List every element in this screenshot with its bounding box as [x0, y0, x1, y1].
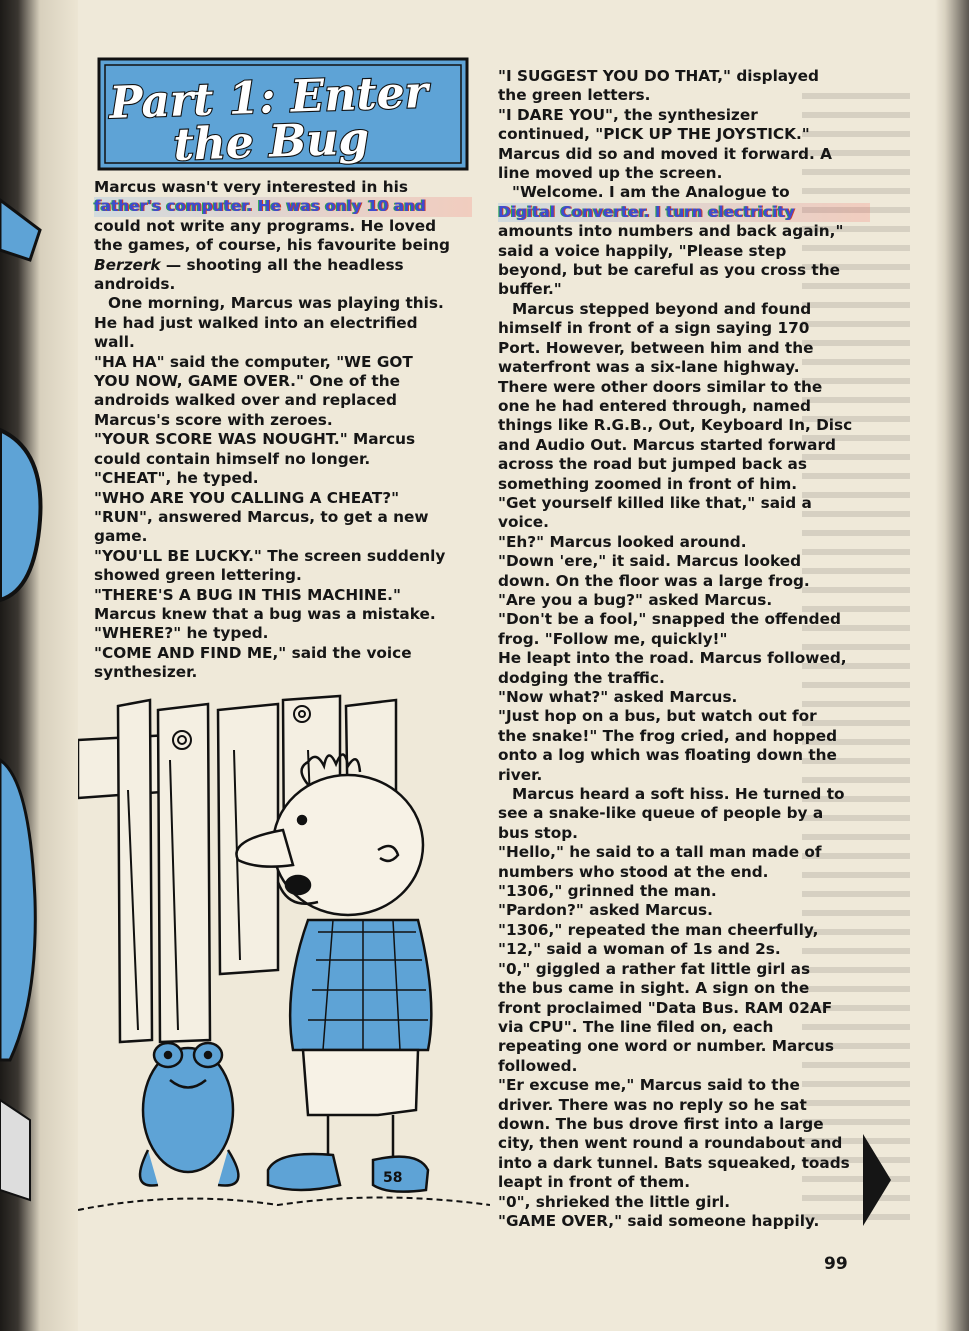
story-line: "RUN", answered Marcus, to get a new [94, 507, 429, 526]
story-line: One morning, Marcus was playing this. [108, 294, 444, 313]
story-line: "Eh?" Marcus looked around. [498, 532, 747, 551]
story-line: "I SUGGEST YOU DO THAT," displayed [498, 67, 819, 85]
chapter-title-box [96, 56, 472, 174]
story-line: could not write any programs. He loved [94, 216, 437, 235]
story-line: androids. [94, 275, 176, 294]
story-line: "1306," repeated the man cheerfully, [498, 920, 819, 939]
story-line: city, then went round a roundabout and [498, 1134, 843, 1153]
story-line: YOU NOW, GAME OVER." One of the [94, 372, 400, 391]
story-line: the bus came in sight. A sign on the [498, 979, 810, 998]
story-line: the green letters. [498, 86, 651, 105]
story-line: continued, "PICK UP THE JOYSTICK." [498, 125, 810, 144]
story-line: buffer." [498, 280, 562, 299]
story-line: "Er excuse me," Marcus said to the [498, 1076, 800, 1095]
chapter-title-line2: the Bug [172, 113, 370, 171]
story-line: wall. [94, 333, 135, 352]
boy-and-frog-illustration [78, 670, 490, 1230]
story-line: front proclaimed "Data Bus. RAM 02AF [498, 998, 833, 1017]
story-line: — shooting all the headless [160, 255, 404, 274]
next-page-arrow-icon [863, 1134, 893, 1226]
story-line: "YOU'LL BE LUCKY." The screen suddenly [94, 546, 446, 565]
story-line: Marcus's score with zeroes. [94, 410, 333, 429]
story-line: androids walked over and replaced [94, 391, 397, 410]
story-line-with-italic [94, 256, 472, 275]
story-line: things like R.G.B., Out, Keyboard In, Disc [498, 416, 853, 435]
page-number: 99 [824, 1254, 848, 1274]
story-line: "Now what?" asked Marcus. [498, 688, 738, 706]
shoe-number: 58 [383, 1170, 403, 1186]
story-line: frog. "Follow me, quickly!" [498, 629, 728, 648]
story-line: dodging the traffic. [498, 668, 665, 687]
frog [140, 1043, 238, 1186]
story-line: could contain himself no longer. [94, 449, 371, 468]
story-line: "Are you a bug?" asked Marcus. [498, 590, 773, 609]
story-line: "I DARE YOU", the synthesizer [498, 105, 758, 124]
story-line: numbers who stood at the end. [498, 862, 769, 881]
story-line: line moved up the screen. [498, 164, 723, 183]
story-line: "WHO ARE YOU CALLING A CHEAT?" [94, 488, 400, 507]
story-line: beyond, but be careful as you cross the [498, 261, 841, 280]
pebble-ground [78, 1198, 490, 1211]
story-line: leapt in front of them. [498, 1173, 691, 1192]
story-line: "WHERE?" he typed. [94, 624, 269, 643]
story-line: onto a log which was floating down the [498, 746, 837, 765]
story-line: down. On the floor was a large frog. [498, 571, 810, 590]
story-line: He leapt into the road. Marcus followed, [498, 649, 847, 668]
story-line: said a voice happily, "Please step [498, 241, 787, 260]
story-line: amounts into numbers and back again," [498, 222, 844, 241]
story-line: see a snake-like queue of people by a [498, 804, 824, 823]
story-line: into a dark tunnel. Bats squeaked, toads [498, 1153, 850, 1172]
story-line: "THERE'S A BUG IN THIS MACHINE." [94, 585, 401, 604]
story-column-1 [94, 178, 472, 683]
story-line: He had just walked into an electrified [94, 313, 418, 332]
story-line: "GAME OVER," said someone happily. [498, 1211, 820, 1230]
story-line: There were other doors similar to the [498, 377, 823, 396]
game-title-berzerk: Berzerk [94, 255, 161, 274]
story-line: Marcus did so and moved it forward. A [498, 144, 832, 163]
story-line: game. [94, 527, 148, 546]
story-line: Marcus heard a soft hiss. He turned to [512, 785, 845, 804]
story-line: one he had entered through, named [498, 396, 811, 415]
story-line: "1306," grinned the man. [498, 882, 717, 901]
story-line: Marcus wasn't very interested in his [94, 178, 408, 196]
story-line: "Get yourself killed like that," said a [498, 493, 812, 512]
story-line: "Down 'ere," it said. Marcus looked [498, 552, 802, 571]
story-line: "COME AND FIND ME," said the voice [94, 643, 412, 662]
story-line: "YOUR SCORE WAS NOUGHT." Marcus [94, 430, 416, 449]
story-line: via CPU". The line filed on, each [498, 1017, 774, 1036]
story-line: "CHEAT", he typed. [94, 469, 259, 488]
story-line: repeating one word or number. Marcus [498, 1037, 834, 1056]
story-line: the snake!" The frog cried, and hopped [498, 726, 838, 745]
story-line: the games, of course, his favourite being [94, 236, 450, 255]
story-line: Port. However, between him and the [498, 338, 814, 357]
story-line: father's computer. He was only 10 and [94, 197, 472, 216]
story-line: followed. [498, 1056, 578, 1075]
story-line: river. [498, 765, 543, 784]
page-stack-edge [935, 0, 969, 1331]
story-line: waterfront was a six-lane highway. [498, 358, 800, 377]
story-line: down. The bus drove first into a large [498, 1114, 824, 1133]
story-line: "0," giggled a rather fat little girl as [498, 959, 811, 978]
story-line: synthesizer. [94, 663, 198, 682]
story-column-2 [498, 67, 870, 1231]
story-line: Marcus stepped beyond and found [512, 299, 812, 318]
story-line: voice. [498, 513, 549, 532]
story-line: Digital Converter. I turn electricity [498, 203, 870, 222]
story-line: "Hello," he said to a tall man made of [498, 843, 822, 862]
story-line: and Audio Out. Marcus started forward [498, 435, 836, 454]
story-line: something zoomed in front of him. [498, 474, 798, 493]
story-line: Marcus knew that a bug was a mistake. [94, 604, 436, 623]
story-line: "Don't be a fool," snapped the offended [498, 610, 841, 629]
story-line: driver. There was no reply so he sat [498, 1095, 807, 1114]
story-line: "HA HA" said the computer, "WE GOT [94, 352, 413, 371]
story-line: "Pardon?" asked Marcus. [498, 901, 713, 920]
story-line: "Just hop on a bus, but watch out for [498, 707, 817, 726]
story-line: himself in front of a sign saying 170 [498, 319, 810, 338]
story-line: across the road but jumped back as [498, 455, 807, 474]
story-line: bus stop. [498, 823, 578, 842]
chapter-title-line1: Part 1: Enter [108, 66, 429, 129]
story-line: "0", shrieked the little girl. [498, 1192, 731, 1211]
story-line: "Welcome. I am the Analogue to [512, 183, 790, 202]
story-line: "12," said a woman of 1s and 2s. [498, 940, 781, 959]
story-line: showed green lettering. [94, 566, 302, 585]
